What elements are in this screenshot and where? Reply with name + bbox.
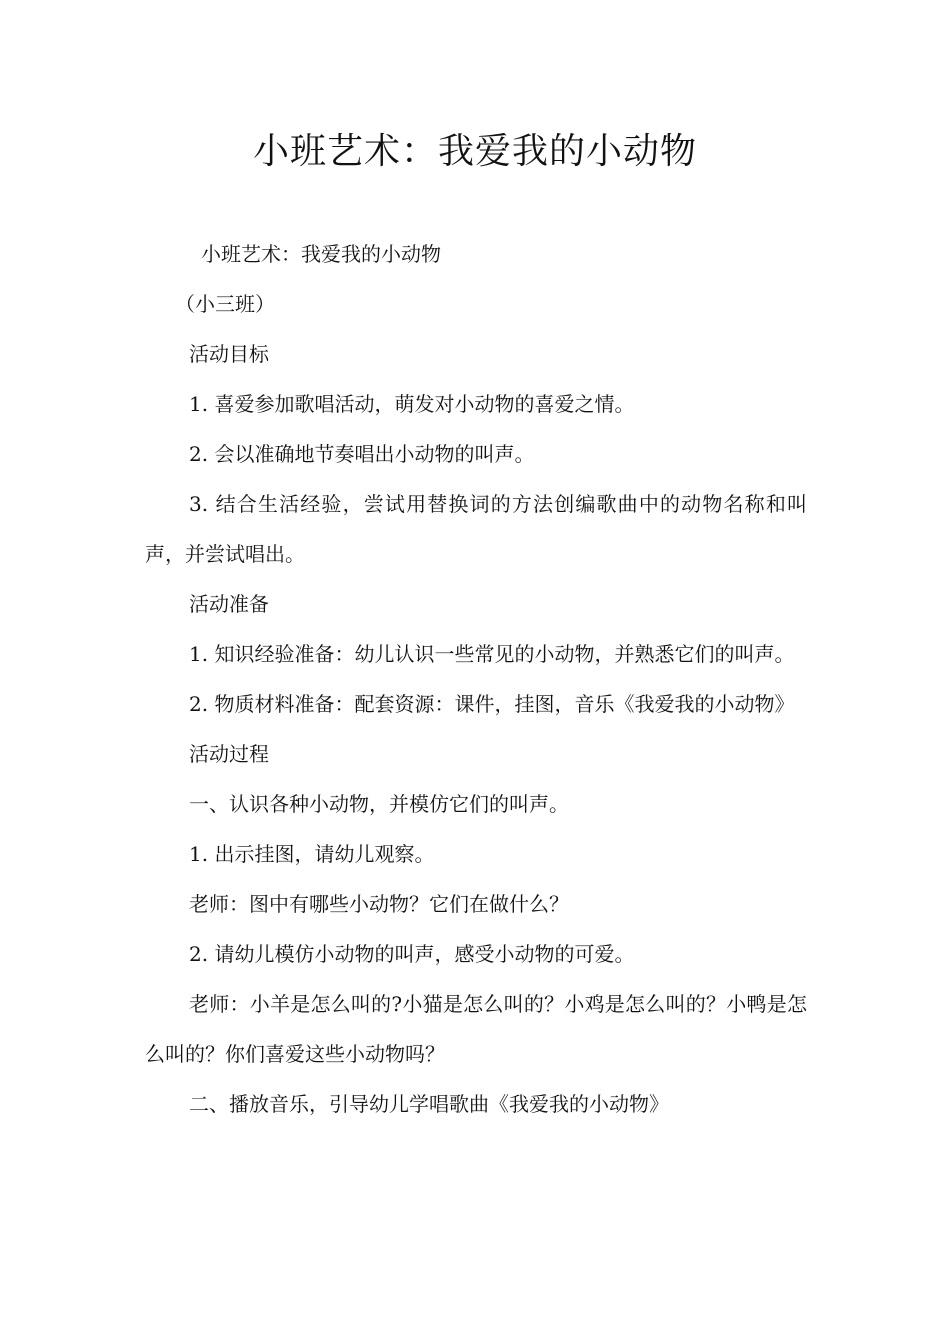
document-title: 小班艺术：我爱我的小动物 xyxy=(252,131,697,172)
class-paragraph: （小三班） xyxy=(175,292,275,316)
document-body xyxy=(145,229,807,1129)
teacher-line-2: 老师：小羊是怎么叫的?小猫是怎么叫的？小鸡是怎么叫的？小鸭是怎么叫的？你们喜爱这些小动物吗？ xyxy=(145,992,807,1066)
process-substep-2: 2. 请幼儿模仿小动物的叫声，感受小动物的可爱。 xyxy=(189,942,635,966)
goal-item-2: 2. 会以准确地节奏唱出小动物的叫声。 xyxy=(189,442,535,466)
teacher-line-1: 老师：图中有哪些小动物？它们在做什么？ xyxy=(189,892,569,916)
goal-item-1: 1. 喜爱参加歌唱活动，萌发对小动物的喜爱之情。 xyxy=(189,392,635,416)
section-heading-preparation: 活动准备 xyxy=(189,592,269,616)
goal-item-3: 3. 结合生活经验，尝试用替换词的方法创编歌曲中的动物名称和叫声，并尝试唱出。 xyxy=(145,492,807,566)
subtitle-paragraph: 小班艺术：我爱我的小动物 xyxy=(201,242,441,266)
section-heading-goals: 活动目标 xyxy=(189,342,269,366)
preparation-item-2: 2. 物质材料准备：配套资源：课件，挂图，音乐《我爱我的小动物》 xyxy=(189,692,795,716)
preparation-item-1: 1. 知识经验准备：幼儿认识一些常见的小动物，并熟悉它们的叫声。 xyxy=(189,642,795,666)
process-step-1: 一、认识各种小动物，并模仿它们的叫声。 xyxy=(189,792,569,816)
process-step-2: 二、播放音乐，引导幼儿学唱歌曲《我爱我的小动物》 xyxy=(189,1092,669,1116)
section-heading-process: 活动过程 xyxy=(189,742,269,766)
process-substep-1: 1. 出示挂图，请幼儿观察。 xyxy=(189,842,435,866)
